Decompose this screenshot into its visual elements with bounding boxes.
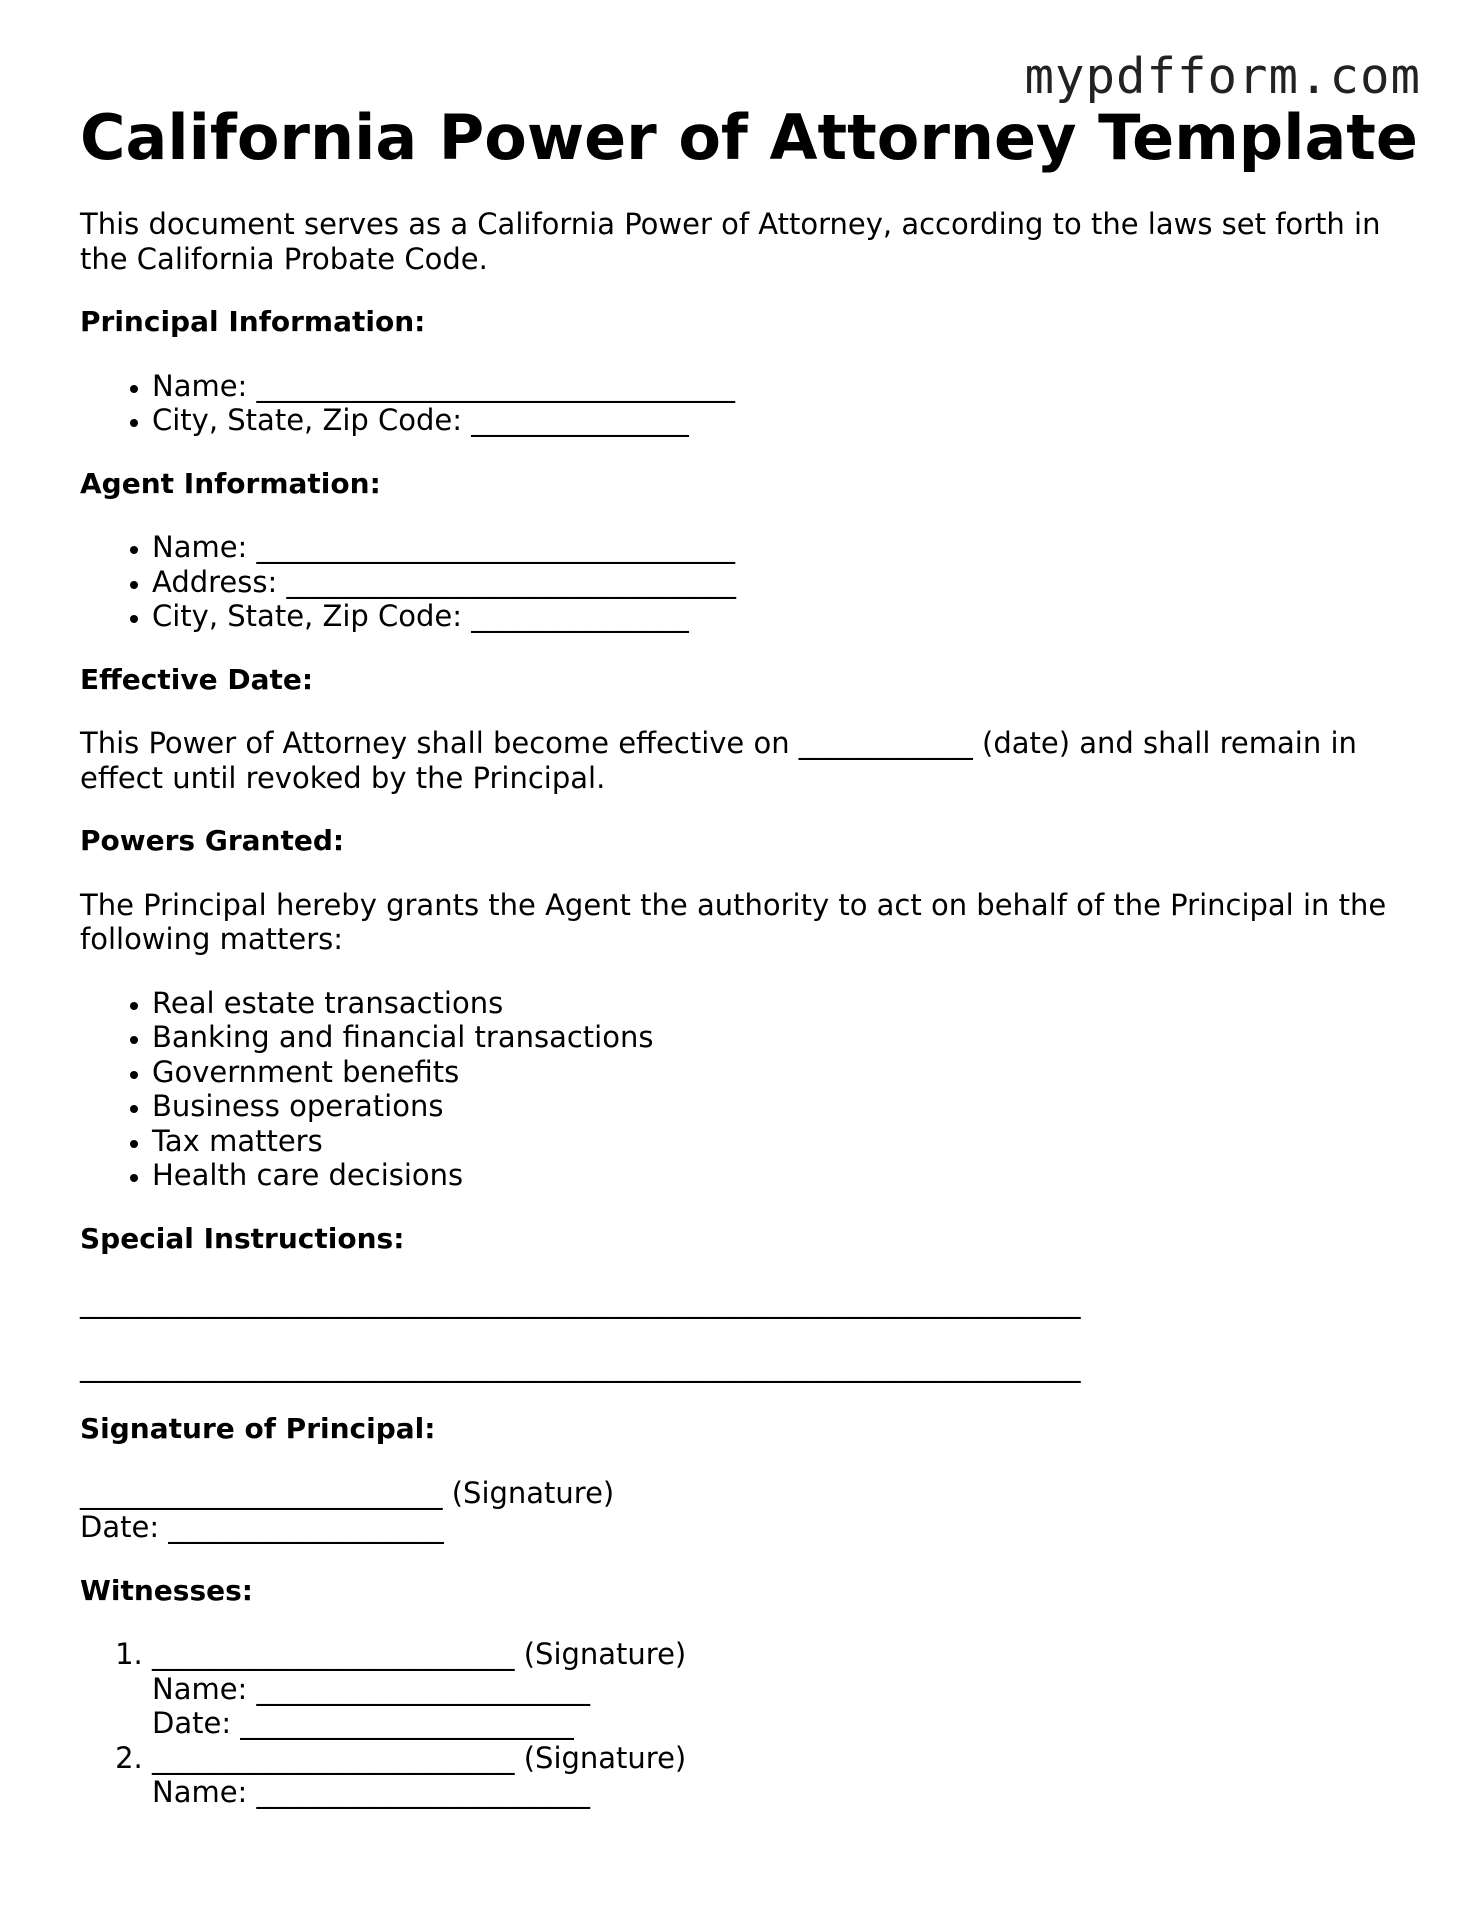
witness-item [152,1741,1400,1810]
witness-1-name-line: Name: _______________________ [152,1671,591,1706]
power-item: • Tax matters [152,1124,1400,1159]
principal-signature-line: _________________________ (Signature) [80,1475,615,1510]
agent-heading: Agent Information: [80,466,381,500]
power-item: • Health care decisions [152,1158,1400,1193]
principal-heading: Principal Information: [80,305,426,338]
power-item: • Real estate transactions [152,986,1400,1021]
agent-address-field: • Address: _______________________________ [152,565,1400,600]
power-item: • Business operations [152,1089,1400,1124]
special-instructions-line-2: _____________________________________________________________________ [80,1348,1081,1383]
agent-city-field: • City, State, Zip Code: _______________ [152,599,1400,634]
powers-heading: Powers Granted: [80,824,345,857]
witnesses-list [80,1637,1400,1810]
document-body [80,207,1400,1839]
witness-1-date-line: Date: _______________________ [152,1706,574,1740]
witness-2-signature-line: 2. _________________________ (Signature) [152,1740,687,1775]
watermark: mypdfform.com [1024,48,1421,105]
principal-list [80,369,1400,438]
special-instructions-line-1: _____________________________________________________________________ [80,1285,1081,1319]
intro-paragraph: This document serves as a California Power of Attorney, according to the laws set forth in the California Probate Code. [80,207,1381,276]
witness-item [152,1637,1400,1741]
power-item: • Banking and financial transactions [152,1020,1400,1055]
witnesses-heading: Witnesses: [80,1573,253,1607]
special-instructions-heading: Special Instructions: [80,1221,405,1255]
effective-date-heading: Effective Date: [80,662,314,696]
effective-date-text: This Power of Attorney shall become effective on ____________ (date) and shall remain in effect until revoked by the Principal. [80,726,1357,795]
witness-2-name-line: Name: _______________________ [152,1775,591,1809]
principal-date-line: Date: ___________________ [80,1510,444,1544]
principal-name-field: • Name: _________________________________ [152,369,1400,404]
document-title: California Power of Attorney Template [80,101,1418,174]
powers-list [80,986,1400,1193]
signature-heading: Signature of Principal: [80,1412,436,1445]
principal-city-field: • City, State, Zip Code: _______________ [152,403,1400,438]
witness-1-signature-line: 1. _________________________ (Signature) [152,1637,687,1671]
powers-text: The Principal hereby grants the Agent the authority to act on behalf of the Principal in the following matters: [80,887,1387,956]
power-item: • Government benefits [152,1055,1400,1090]
agent-list [80,530,1400,634]
principal-signature-block [80,1476,1400,1545]
agent-name-field: • Name: _________________________________ [152,530,1400,565]
